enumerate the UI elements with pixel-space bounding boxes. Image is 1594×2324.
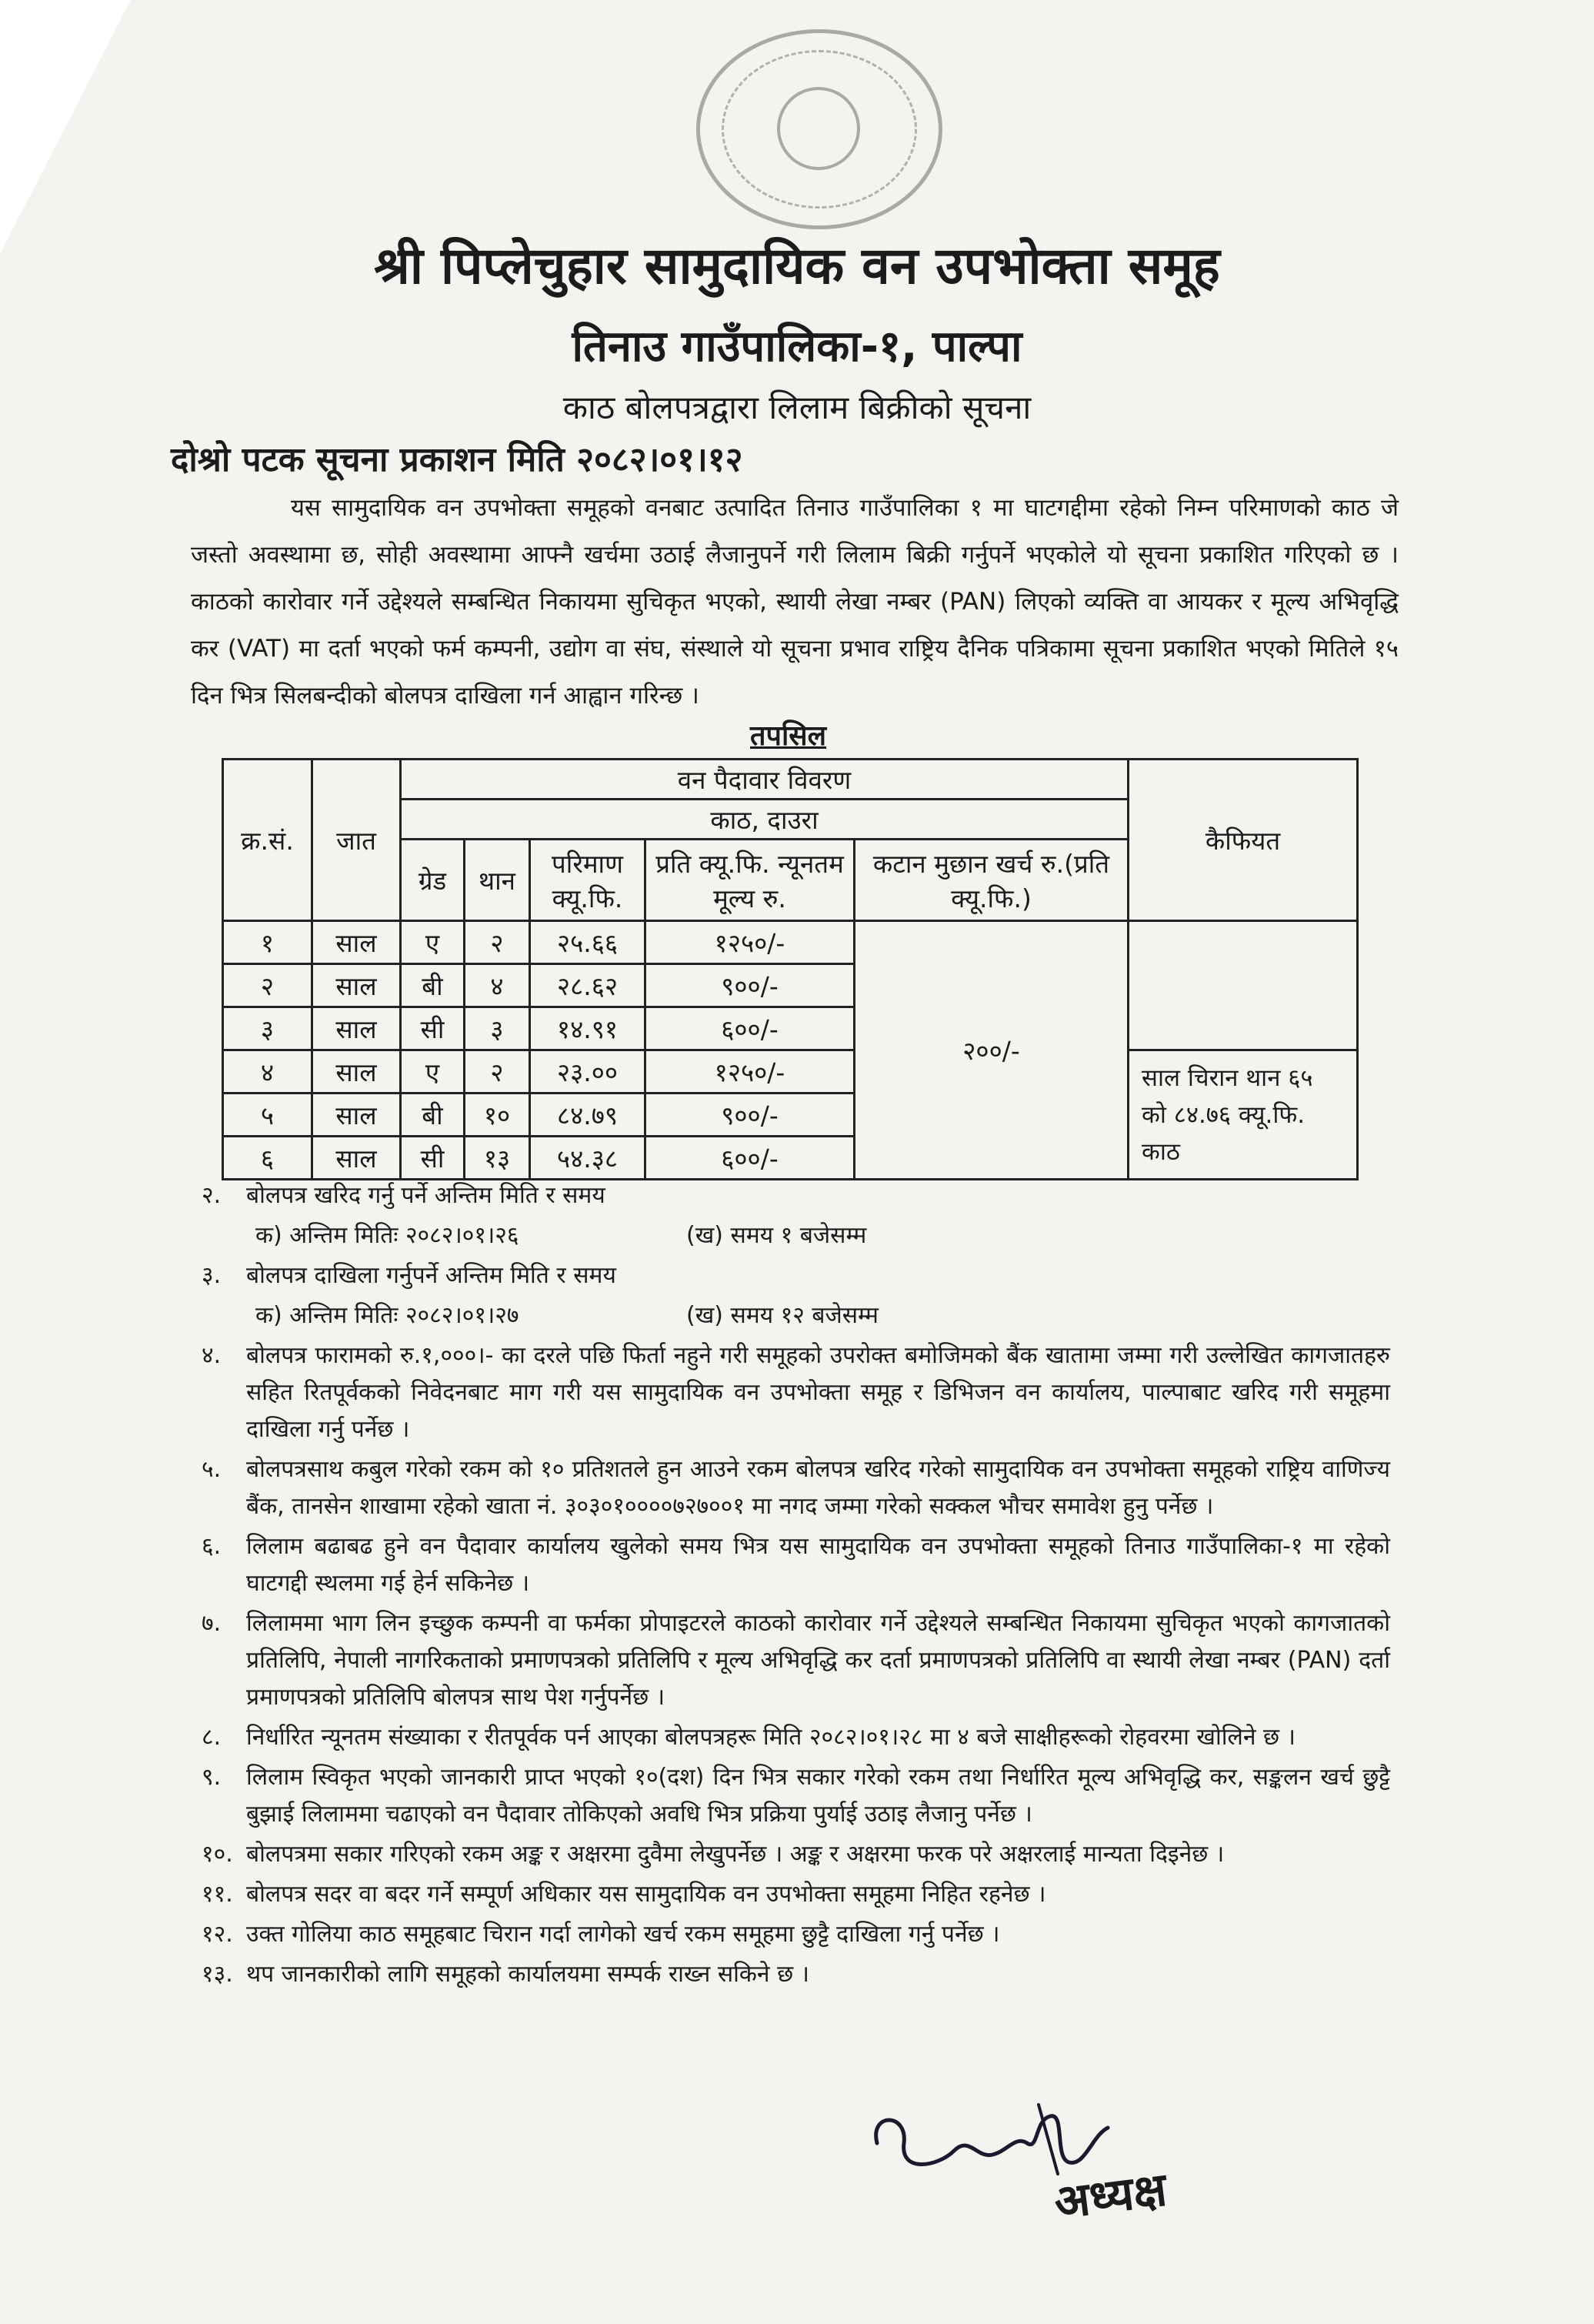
header-timber: काठ, दाउरा: [401, 800, 1129, 840]
signatory-designation: अध्यक्ष: [1051, 2162, 1170, 2230]
cell-grade: बी: [401, 1094, 465, 1137]
list-item: [202, 1759, 1390, 1833]
list-item: [202, 1956, 1390, 1993]
item-text: थप जानकारीको लागि समूहको कार्यालयमा सम्पर्क राख्न सकिने छ ।: [246, 1961, 810, 1988]
cell-pieces: १०: [465, 1094, 530, 1137]
item-text: बोलपत्र सदर वा बदर गर्ने सम्पूर्ण अधिकार यस सामुदायिक वन उपभोक्ता समूहमा निहित रहनेछ ।: [246, 1881, 1046, 1908]
list-item: [202, 1719, 1390, 1756]
deadline-row: [255, 1217, 1390, 1254]
header-cost: कटान मुछान खर्च रु.(प्रति क्यू.फि.): [855, 840, 1129, 921]
item-text: बोलपत्रसाथ कबुल गरेको रकम को १० प्रतिशतले हुन आउने रकम बोलपत्र खरिद गरेको सामुदायिक वन उपभोक्ता समूहको राष्ट्रिय वाणिज्य बैंक, तानसेन शाखामा रहेको खाता नं. ३०३०१००००७२७००१ मा नगद जम्मा गरेको सक्कल भौचर समावेश हुनु पर्नेछ ।: [246, 1456, 1390, 1520]
cell-quantity: ८४.७९: [530, 1094, 645, 1137]
cell-species: साल: [312, 964, 401, 1007]
item-text: बोलपत्र फारामको रु.१,०००।- का दरले पछि फिर्ता नहुने गरी समूहको उपरोक्त बमोजिमको बैंक खातामा जम्मा गरी उल्लेखित कागजातहरु सहित रितपूर्वकको निवेदनबाट माग गरी यस सामुदायिक वन उपभोक्ता समूह र डिभिजन वन कार्यालय, पाल्पाबाट खरिद गरी समूहमा दाखिला गर्नु पर्नेछ ।: [246, 1342, 1390, 1443]
folded-corner: [0, 0, 131, 254]
cell-sn: १: [223, 921, 312, 964]
item-number: ६.: [202, 1533, 222, 1560]
cell-sn: २: [223, 964, 312, 1007]
item-text: निर्धारित न्यूनतम संख्याका र रीतपूर्वक पर्न आएका बोलपत्रहरू मिति २०८२।०१।२८ मा ४ बजे साक्षीहरूको रोहवरमा खोलिने छ ।: [246, 1724, 1296, 1751]
cell-grade: सी: [401, 1137, 465, 1180]
deadline-time: (ख) समय १२ बजेसम्म: [686, 1302, 879, 1329]
org-name: श्री पिप्लेचुहार सामुदायिक वन उपभोक्ता समूह: [374, 236, 1220, 296]
header-product-details: वन पैदावार विवरण: [401, 760, 1129, 800]
cell-species: साल: [312, 921, 401, 964]
header-min-price: प्रति क्यू.फि. न्यूनतम मूल्य रु.: [645, 840, 855, 921]
item-number: ५.: [202, 1456, 222, 1483]
publication-date-line: दोश्रो पटक सूचना प्रकाशन मिति २०८२।०१।१२: [171, 440, 743, 479]
header-remarks: कैफियत: [1129, 760, 1358, 921]
item-text: लिलाम स्विकृत भएको जानकारी प्राप्त भएको १०(दश) दिन भित्र सकार गरेको रकम तथा निर्धारित मूल्य अभिवृद्धि कर, सङ्कलन खर्च छुट्टै बुझाई लिलाममा चढाएको वन पैदावार तोकिएको अवधि भित्र प्रक्रिया पुर्याई उठाइ लैजानु पर्नेछ ।: [246, 1764, 1390, 1828]
cell-min-price: ६००/-: [645, 1007, 855, 1050]
cell-quantity: २३.००: [530, 1050, 645, 1094]
deadline-row: [255, 1297, 1390, 1334]
cell-quantity: ५४.३८: [530, 1137, 645, 1180]
cell-remarks-empty: [1129, 921, 1358, 1050]
cell-cost: २००/-: [855, 921, 1129, 1180]
cell-species: साल: [312, 1007, 401, 1050]
intro-paragraph: यस सामुदायिक वन उपभोक्ता समूहको वनबाट उत्पादित तिनाउ गाउँपालिका १ मा घाटगद्दीमा रहेको निम्न परिमाणको काठ जे जस्तो अवस्थामा छ, सोही अवस्थामा आफ्नै खर्चमा उठाई लैजानुपर्ने गरी लिलाम बिक्री गर्नुपर्ने भएकोले यो सूचना प्रकाशित गरिएको छ । काठको कारोवार गर्ने उद्देश्यले सम्बन्धित निकायमा सुचिकृत भएको, स्थायी लेखा नम्बर (PAN) लिएको व्यक्ति वा आयकर र मूल्य अभिवृद्धि कर (VAT) मा दर्ता भएको फर्म कम्पनी, उद्योग वा संघ, संस्थाले यो सूचना प्रभाव राष्ट्रिय दैनिक पत्रिकामा सूचना प्रकाशित भएको मितिले १५ दिन भित्र सिलबन्दीको बोलपत्र दाखिला गर्न आह्वान गरिन्छ ।: [191, 494, 1399, 710]
item-number: १३.: [202, 1961, 233, 1988]
list-item: [202, 1337, 1390, 1448]
item-number: ३.: [202, 1262, 222, 1289]
cell-sn: ६: [223, 1137, 312, 1180]
timber-table: [222, 758, 1359, 1180]
cell-pieces: २: [465, 921, 530, 964]
cell-species: साल: [312, 1094, 401, 1137]
item-text: उक्त गोलिया काठ समूहबाट चिरान गर्दा लागेको खर्च रकम समूहमा छुट्टै दाखिला गर्नु पर्नेछ ।: [246, 1921, 1000, 1948]
cell-pieces: ३: [465, 1007, 530, 1050]
cell-min-price: १२५०/-: [645, 921, 855, 964]
official-stamp: [696, 29, 942, 229]
cell-sn: ५: [223, 1094, 312, 1137]
cell-quantity: २८.६२: [530, 964, 645, 1007]
cell-quantity: २५.६६: [530, 921, 645, 964]
item-number: ८.: [202, 1724, 222, 1751]
cell-grade: सी: [401, 1007, 465, 1050]
item-text: लिलाममा भाग लिन इच्छुक कम्पनी वा फर्मका प्रोपाइटरले काठको कारोवार गर्ने उद्देश्यले सम्बन्धित निकायमा सुचिकृत भएको कागजातको प्रतिलिपि, नेपाली नागरिकताको प्रमाणपत्रको प्रतिलिपि र मूल्य अभिवृद्धि कर दर्ता प्रमाणपत्रको प्रतिलिपि वा स्थायी लेखा नम्बर (PAN) दर्ता प्रमाणपत्रको प्रतिलिपि बोलपत्र साथ पेश गर्नुपर्नेछ ।: [246, 1610, 1390, 1711]
cell-min-price: ९००/-: [645, 964, 855, 1007]
table-row: [223, 921, 1358, 964]
list-item: [202, 1451, 1390, 1525]
list-item: [202, 1257, 1390, 1294]
cell-grade: ए: [401, 1050, 465, 1094]
list-item: [202, 1177, 1390, 1214]
cell-grade: बी: [401, 964, 465, 1007]
cell-pieces: २: [465, 1050, 530, 1094]
header-sn: क्र.सं.: [223, 760, 312, 921]
item-text: लिलाम बढाबढ हुने वन पैदावार कार्यालय खुलेको समय भित्र यस सामुदायिक वन उपभोक्ता समूहको तिनाउ गाउँपालिका-१ मा रहेको घाटगद्दी स्थलमा गई हेर्न सकिनेछ ।: [246, 1533, 1390, 1597]
cell-min-price: ९००/-: [645, 1094, 855, 1137]
schedule-heading: तपसिल: [750, 720, 827, 752]
cell-sn: ४: [223, 1050, 312, 1094]
cell-species: साल: [312, 1050, 401, 1094]
cell-grade: ए: [401, 921, 465, 964]
item-text: बोलपत्र खरिद गर्नु पर्ने अन्तिम मिति र समय: [246, 1182, 605, 1209]
cell-pieces: १३: [465, 1137, 530, 1180]
cell-min-price: १२५०/-: [645, 1050, 855, 1094]
deadline-date: क) अन्तिम मितिः २०८२।०१।२६: [255, 1222, 519, 1249]
cell-quantity: १४.९१: [530, 1007, 645, 1050]
item-number: ११.: [202, 1881, 233, 1908]
cell-pieces: ४: [465, 964, 530, 1007]
org-address: तिनाउ गाउँपालिका-१, पाल्पा: [572, 322, 1022, 372]
item-number: ७.: [202, 1610, 222, 1637]
item-text: बोलपत्र दाखिला गर्नुपर्ने अन्तिम मिति र समय: [246, 1262, 616, 1289]
header-pieces: थान: [465, 840, 530, 921]
conditions-list: [202, 1177, 1390, 1996]
list-item: [202, 1916, 1390, 1953]
item-number: ४.: [202, 1342, 222, 1369]
deadline-date: क) अन्तिम मितिः २०८२।०१।२७: [255, 1302, 519, 1329]
header-grade: ग्रेड: [401, 840, 465, 921]
item-number: २.: [202, 1182, 222, 1209]
item-text: बोलपत्रमा सकार गरिएको रकम अङ्क र अक्षरमा दुवैमा लेखुपर्नेछ । अङ्क र अक्षरमा फरक परे अक्षरलाई मान्यता दिइनेछ ।: [246, 1841, 1225, 1868]
header-species: जात: [312, 760, 401, 921]
list-item: [202, 1876, 1390, 1913]
item-number: १२.: [202, 1921, 233, 1948]
cell-sn: ३: [223, 1007, 312, 1050]
deadline-time: (ख) समय १ बजेसम्म: [686, 1222, 867, 1249]
cell-min-price: ६००/-: [645, 1137, 855, 1180]
cell-remarks: साल चिरान थान ६५ को ८४.७६ क्यू.फि. काठ: [1129, 1050, 1358, 1180]
list-item: [202, 1528, 1390, 1602]
item-number: ९.: [202, 1764, 222, 1791]
list-item: [202, 1836, 1390, 1873]
table-row: [223, 1050, 1358, 1094]
cell-species: साल: [312, 1137, 401, 1180]
header-quantity: परिमाण क्यू.फि.: [530, 840, 645, 921]
item-number: १०.: [202, 1841, 233, 1868]
notice-title: काठ बोलपत्रद्वारा लिलाम बिक्रीको सूचना: [562, 389, 1032, 426]
list-item: [202, 1605, 1390, 1716]
